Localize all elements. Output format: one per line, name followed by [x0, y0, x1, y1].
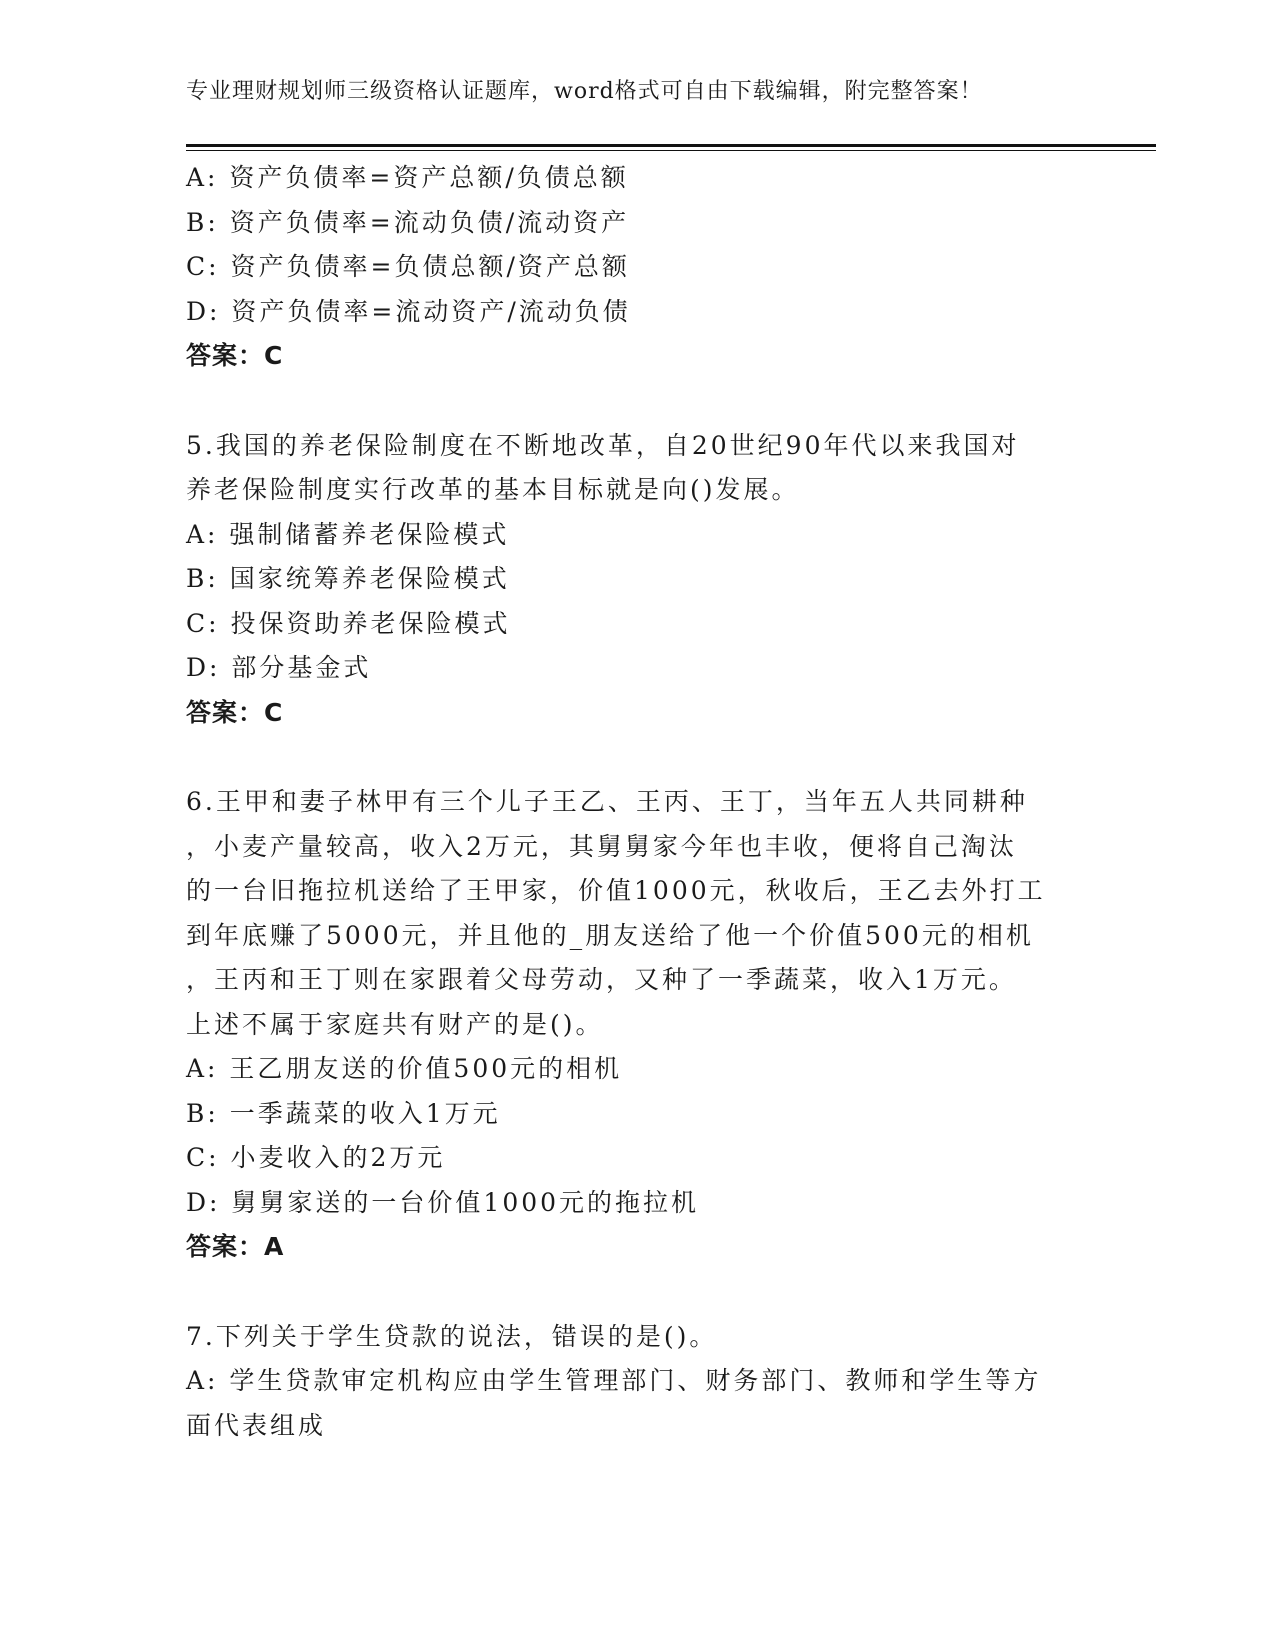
option-a: A: 强制储蓄养老保险模式 [186, 519, 510, 549]
option-d: D: 资产负债率=流动资产/流动负债 [186, 296, 631, 326]
option-b: B: 资产负债率=流动负债/流动资产 [186, 207, 630, 237]
answer: 答案：C [186, 341, 284, 370]
option-c: C: 投保资助养老保险模式 [186, 608, 511, 638]
question-stem: 上述不属于家庭共有财产的是()。 [186, 1009, 604, 1039]
spacer [186, 379, 1066, 424]
question-stem: ，小麦产量较高，收入2万元，其舅舅家今年也丰收，便将自己淘汰 [186, 831, 1017, 861]
spacer [186, 735, 1066, 780]
answer: 答案：A [186, 1232, 285, 1261]
question-stem: 的一台旧拖拉机送给了王甲家，价值1000元，秋收后，王乙去外打工 [186, 876, 1046, 905]
question-stem: 到年底赚了5000元，并且他的_朋友送给了他一个价值500元的相机 [186, 920, 1034, 950]
question-stem: 7.下列关于学生贷款的说法，错误的是()。 [186, 1321, 718, 1351]
header-rule-thick [186, 144, 1156, 147]
spacer [186, 1270, 1066, 1315]
option-c: C: 资产负债率=负债总额/资产总额 [186, 252, 630, 281]
page-header: 专业理财规划师三级资格认证题库，word格式可自由下载编辑，附完整答案！ [186, 79, 983, 104]
option-a: A: 资产负债率=资产总额/负债总额 [186, 163, 629, 192]
option-d: D: 部分基金式 [186, 653, 372, 682]
question-content [186, 156, 1066, 1448]
question-stem: 5.我国的养老保险制度在不断地改革，自20世纪90年代以来我国对 [186, 430, 1020, 460]
question-stem: 养老保险制度实行改革的基本目标就是向()发展。 [186, 475, 800, 504]
option-a-continued: 面代表组成 [186, 1410, 327, 1440]
option-d: D: 舅舅家送的一台价值1000元的拖拉机 [186, 1187, 700, 1217]
question-stem: ，王丙和王丁则在家跟着父母劳动，又种了一季蔬菜，收入1万元。 [186, 965, 1017, 994]
option-b: B: 国家统筹养老保险模式 [186, 564, 510, 593]
option-b: B: 一季蔬菜的收入1万元 [186, 1098, 501, 1128]
option-a: A: 王乙朋友送的价值500元的相机 [186, 1054, 623, 1083]
option-c: C: 小麦收入的2万元 [186, 1143, 446, 1172]
question-stem: 6.王甲和妻子林甲有三个儿子王乙、王丙、王丁，当年五人共同耕种 [186, 787, 1028, 816]
answer: 答案：C [186, 697, 284, 727]
header-rule-thin [186, 150, 1156, 151]
option-a: A: 学生贷款审定机构应由学生管理部门、财务部门、教师和学生等方 [186, 1366, 1042, 1395]
